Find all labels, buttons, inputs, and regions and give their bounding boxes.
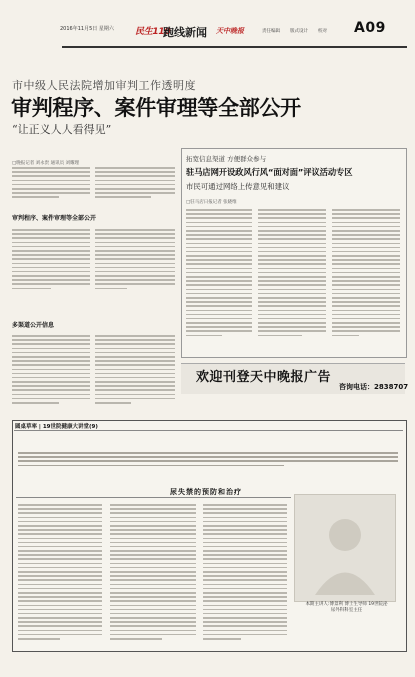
main-subhead: “让正义人人看得见”	[12, 123, 112, 136]
brand-mark: 民生110	[135, 27, 171, 37]
box-body-col-2	[258, 209, 326, 339]
feature-top-rule	[14, 430, 403, 431]
paper-logo: 天中晚报	[216, 27, 244, 35]
box-byline: □驻马店日报记者 张晓维	[186, 200, 237, 205]
section-title: 跑线新闻	[163, 26, 207, 39]
issue-date: 2016年11月5日 星期六	[60, 26, 114, 32]
proofreader-credit: 校对	[318, 29, 327, 34]
feature-intro	[18, 452, 398, 469]
main-body-col-2-bottom	[95, 335, 175, 406]
main-byline: □晚报记者 刘永贵 通讯员 刘耀理	[12, 161, 80, 166]
box-body-col-3	[332, 209, 400, 339]
box-kicker: 拓宽信息渠道 方便群众参与	[186, 155, 267, 163]
box-body-col-1	[186, 209, 252, 339]
main-body-col-2-mid	[95, 229, 175, 292]
section-heading-1: 审判程序、案件审理等全部公开	[12, 215, 97, 222]
box-headline: 驻马店网开设政风行风“面对面”评议活动专区	[186, 167, 353, 177]
portrait-placeholder-icon	[295, 495, 395, 601]
feature-head-rule	[16, 497, 291, 498]
main-body-col-1-bottom	[12, 335, 90, 406]
main-body-col-1-mid	[12, 229, 90, 292]
page-number: A09	[354, 20, 386, 36]
ad-phone: 咨询电话：2838707	[339, 383, 409, 391]
photo-caption: 本期主讲人:傅景利 博士生导师 19世院泌尿外科科室主任	[305, 602, 388, 613]
ad-title: 欢迎刊登天中晚报广告	[196, 370, 332, 385]
main-kicker: 市中级人民法院增加审判工作透明度	[12, 79, 196, 92]
main-body-col-1-top	[12, 167, 90, 201]
doctor-photo	[294, 494, 396, 602]
header-rule	[62, 46, 407, 48]
feature-tag: 圆桌草率 | 19世院健康大讲堂(9)	[15, 424, 98, 430]
feature-body-col-1	[18, 504, 102, 642]
main-headline: 审判程序、案件审理等全部公开	[11, 96, 301, 120]
feature-body-col-3	[203, 504, 287, 642]
feature-headline: 尿失禁的预防和治疗	[170, 488, 242, 496]
editor-credit: 责任编辑	[262, 29, 280, 34]
designer-credit: 版式设计	[290, 29, 308, 34]
section-heading-2: 多渠道公开信息	[12, 322, 55, 329]
feature-body-col-2	[110, 504, 196, 642]
main-body-col-2-top	[95, 167, 175, 201]
box-subhead: 市民可通过网络上传意见和建议	[186, 182, 290, 191]
